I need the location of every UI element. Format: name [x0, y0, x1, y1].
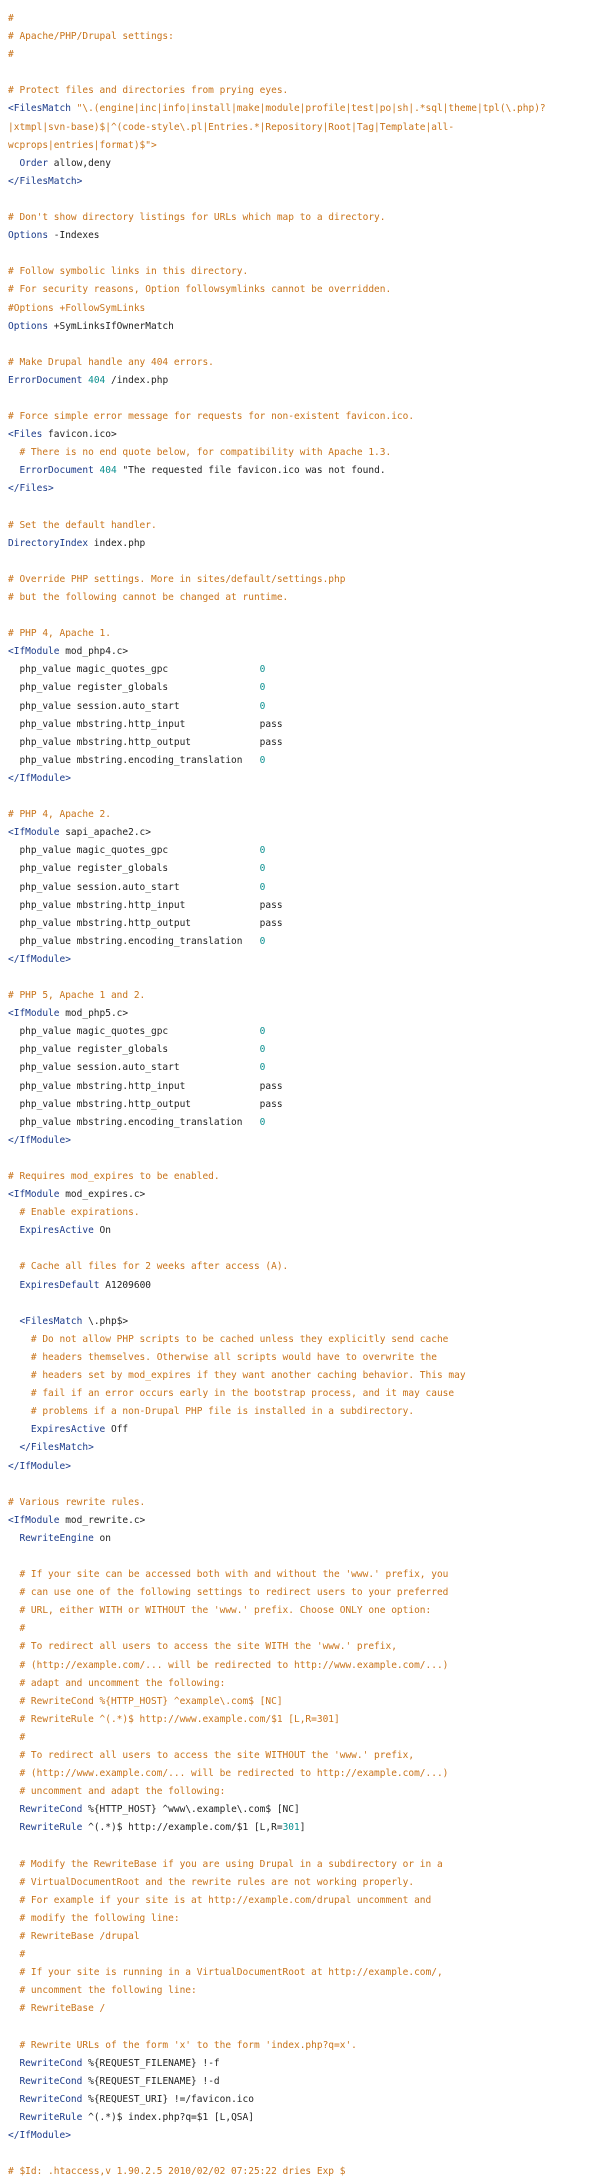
code-comment: # Make Drupal handle any 404 errors. — [8, 356, 214, 368]
code-comment: # PHP 4, Apache 2. — [8, 809, 111, 821]
code-text: php_value mbstring.http_output pass — [8, 736, 283, 748]
code-text: %{REQUEST_FILENAME} !-d — [82, 2075, 220, 2087]
code-directive: Options — [8, 320, 49, 332]
code-tag: </Files> — [8, 483, 54, 495]
code-text: ] — [299, 1822, 306, 1834]
code-comment: # VirtualDocumentRoot and the rewrite rules are not working properly. — [8, 1876, 415, 1888]
code-line — [8, 1494, 600, 1512]
code-line — [8, 28, 600, 46]
code-line — [8, 444, 600, 462]
code-text — [8, 1822, 19, 1833]
code-line — [8, 2018, 600, 2036]
code-line — [8, 318, 600, 336]
code-line — [8, 245, 600, 263]
code-text: php_value register_globals — [8, 682, 260, 694]
code-text: php_value session.auto_start — [8, 1062, 260, 1074]
code-comment: # RewriteBase / — [8, 2003, 106, 2015]
code-comment: # but the following cannot be changed at runtime. — [8, 592, 289, 603]
code-comment: |xtmpl|svn-base)$|^(code-style\.pl|Entries.*|Repository|Root|Tag|Template|all- — [8, 121, 455, 133]
code-comment: # Cache all files for 2 weeks after access (A). — [8, 1261, 289, 1273]
code-directive: Order — [19, 157, 49, 169]
code-text: php_value mbstring.http_output pass — [8, 917, 283, 929]
code-number: 0 — [259, 1116, 266, 1128]
code-line — [8, 1765, 600, 1783]
code-line — [8, 1421, 600, 1439]
code-comment: # — [8, 13, 14, 24]
code-line — [8, 1693, 600, 1711]
code-tag: <FilesMatch — [19, 1315, 83, 1327]
code-text: /index.php — [105, 374, 169, 386]
code-line — [8, 1928, 600, 1946]
code-comment: # Follow symbolic links in this directory. — [8, 266, 249, 278]
code-directive: Options — [8, 230, 49, 242]
code-comment: # uncomment and adapt the following: — [8, 1786, 226, 1798]
code-directive: RewriteRule — [19, 1822, 83, 1834]
code-line — [8, 734, 600, 752]
code-comment: # Force simple error message for requests for non-existent favicon.ico. — [8, 411, 415, 423]
code-line — [8, 191, 600, 209]
code-comment: # PHP 5, Apache 1 and 2. — [8, 990, 146, 1002]
code-number: 0 — [259, 682, 266, 694]
code-comment: # Rewrite URLs of the form 'x' to the form 'index.php?q=x'. — [8, 2039, 357, 2051]
code-line — [8, 10, 600, 28]
code-text — [8, 1316, 19, 1327]
code-text: %{REQUEST_URI} !=/favicon.ico — [82, 2093, 254, 2105]
code-text — [8, 1424, 31, 1435]
code-text: php_value mbstring.http_output pass — [8, 1098, 283, 1110]
code-line — [8, 1837, 600, 1855]
code-comment: # If your site can be accessed both with and without the 'www.' prefix, you — [8, 1569, 449, 1581]
code-text: favicon.ico> — [42, 429, 117, 441]
code-tag: </FilesMatch> — [8, 175, 83, 187]
code-text: sapi_apache2.c> — [59, 827, 151, 839]
code-comment: # problems if a non-Drupal PHP file is installed in a subdirectory. — [8, 1406, 415, 1418]
code-line — [8, 1982, 600, 2000]
code-text: php_value mbstring.encoding_translation — [8, 1116, 260, 1128]
code-line — [8, 897, 600, 915]
code-number: 0 — [259, 1062, 266, 1074]
code-line — [8, 1059, 600, 1077]
code-comment: # Protect files and directories from prying eyes. — [8, 85, 289, 97]
code-line — [8, 1657, 600, 1675]
code-comment: # headers themselves. Otherwise all scripts would have to overwrite the — [8, 1351, 437, 1363]
code-text — [8, 1280, 19, 1291]
code-line — [8, 2127, 600, 2145]
code-line — [8, 155, 600, 173]
code-line — [8, 480, 600, 498]
code-text: mod_rewrite.c> — [59, 1514, 146, 1526]
code-line — [8, 679, 600, 697]
code-text: php_value register_globals — [8, 1044, 260, 1056]
code-text: On — [93, 1225, 111, 1237]
code-comment: # adapt and uncomment the following: — [8, 1677, 226, 1689]
code-line — [8, 209, 600, 227]
code-line — [8, 1367, 600, 1385]
code-line — [8, 607, 600, 625]
code-text: allow,deny — [48, 157, 111, 169]
code-text — [8, 2094, 19, 2105]
code-tag: <Files — [8, 429, 43, 441]
code-comment: # URL, either WITH or WITHOUT the 'www.' prefix. Choose ONLY one option: — [8, 1605, 432, 1617]
code-comment: # can use one of the following settings to redirect users to your preferred — [8, 1587, 449, 1599]
code-line — [8, 1729, 600, 1747]
code-comment: # $Id: .htaccess,v 1.90.2.5 2010/02/02 07:25:22 dries Exp $ — [8, 2166, 346, 2178]
code-text: index.php — [88, 537, 146, 549]
code-line — [8, 408, 600, 426]
code-text — [8, 465, 19, 476]
code-text — [8, 2076, 19, 2087]
code-line — [8, 2055, 600, 2073]
code-directive: RewriteCond — [19, 2057, 83, 2069]
code-number: 0 — [259, 700, 266, 712]
code-line — [8, 1096, 600, 1114]
code-line — [8, 1023, 600, 1041]
code-line — [8, 300, 600, 318]
code-line — [8, 263, 600, 281]
code-line — [8, 100, 600, 118]
code-comment: # uncomment the following line: — [8, 1985, 197, 1997]
code-line — [8, 1964, 600, 1982]
code-tag: <IfModule — [8, 827, 60, 839]
code-comment: # — [8, 1731, 26, 1743]
code-number: 404 — [88, 374, 106, 386]
code-line — [8, 46, 600, 64]
code-text: ^(.*)$ http://example.com/$1 [L,R= — [82, 1822, 283, 1834]
code-line — [8, 1439, 600, 1457]
code-line — [8, 1403, 600, 1421]
code-comment: # Apache/PHP/Drupal settings: — [8, 31, 174, 43]
code-comment: # — [8, 49, 14, 61]
code-line — [8, 535, 600, 553]
code-line — [8, 969, 600, 987]
code-text — [8, 1442, 19, 1453]
code-directive: DirectoryIndex — [8, 537, 89, 549]
code-tag: </FilesMatch> — [19, 1442, 94, 1454]
code-directive: RewriteCond — [19, 2075, 83, 2087]
code-line — [8, 879, 600, 897]
code-directive: ErrorDocument — [19, 465, 94, 477]
code-text: Off — [105, 1424, 129, 1436]
code-line — [8, 860, 600, 878]
code-text: php_value session.auto_start — [8, 700, 260, 712]
code-comment: # To redirect all users to access the site WITH the 'www.' prefix, — [8, 1641, 397, 1653]
code-number: 0 — [259, 754, 266, 766]
code-comment: # There is no end quote below, for compatibility with Apache 1.3. — [8, 447, 392, 459]
code-text: mod_php4.c> — [59, 646, 129, 658]
code-tag: <IfModule — [8, 1189, 60, 1201]
code-line — [8, 64, 600, 82]
code-text: php_value mbstring.encoding_translation — [8, 754, 260, 766]
code-comment: # For security reasons, Option followsymlinks cannot be overridden. — [8, 284, 392, 296]
code-comment: # If your site is running in a VirtualDocumentRoot at http://example.com/, — [8, 1967, 443, 1979]
code-tag: </IfModule> — [8, 953, 71, 965]
code-line — [8, 1747, 600, 1765]
code-comment: # (http://example.com/... will be redirected to http://www.example.com/...) — [8, 1659, 449, 1671]
code-directive: ErrorDocument — [8, 374, 83, 386]
code-comment: # headers set by mod_expires if they want another caching behavior. This may — [8, 1370, 466, 1382]
code-tag: <FilesMatch — [8, 103, 71, 115]
code-line — [8, 752, 600, 770]
code-line — [8, 1114, 600, 1132]
code-text: ^(.*)$ index.php?q=$1 [L,QSA] — [82, 2111, 254, 2123]
code-line — [8, 2109, 600, 2127]
code-comment: "\.(engine|inc|info|install|make|module|profile|test|po|sh|.*sql|theme|tpl(\.php)? — [70, 103, 546, 115]
code-line — [8, 842, 600, 860]
code-line — [8, 372, 600, 390]
code-line — [8, 1566, 600, 1584]
code-line — [8, 227, 600, 245]
code-line — [8, 1349, 600, 1367]
code-number: 301 — [282, 1822, 300, 1834]
code-line — [8, 1801, 600, 1819]
code-number: 0 — [259, 863, 266, 875]
code-text: -Indexes — [48, 230, 100, 242]
code-line — [8, 1313, 600, 1331]
code-number: 0 — [259, 935, 266, 947]
code-text: %{HTTP_HOST} ^www\.example\.com$ [NC] — [82, 1804, 300, 1816]
code-line — [8, 1385, 600, 1403]
code-directive: RewriteRule — [19, 2111, 83, 2123]
code-tag: <IfModule — [8, 1008, 60, 1020]
code-line — [8, 1602, 600, 1620]
code-line — [8, 1277, 600, 1295]
code-line — [8, 987, 600, 1005]
code-number: 404 — [99, 465, 117, 477]
code-tag: <IfModule — [8, 1514, 60, 1526]
code-line — [8, 1222, 600, 1240]
code-number: 0 — [259, 664, 266, 676]
code-line — [8, 625, 600, 643]
code-comment: # Do not allow PHP scripts to be cached unless they explicitly send cache — [8, 1333, 449, 1345]
code-comment: # RewriteCond %{HTTP_HOST} ^example\.com$ [NC] — [8, 1695, 283, 1707]
code-directive: ExpiresActive — [19, 1225, 94, 1237]
code-text — [8, 2058, 19, 2069]
code-line — [8, 1874, 600, 1892]
code-line — [8, 1512, 600, 1530]
code-line — [8, 1620, 600, 1638]
code-comment: # RewriteRule ^(.*)$ http://www.example.com/$1 [L,R=301] — [8, 1713, 340, 1725]
code-line — [8, 1005, 600, 1023]
code-number: 0 — [259, 845, 266, 857]
code-line — [8, 553, 600, 571]
code-line — [8, 1476, 600, 1494]
code-line — [8, 2145, 600, 2163]
code-comment: # Various rewrite rules. — [8, 1496, 146, 1508]
code-line — [8, 1584, 600, 1602]
code-line — [8, 1150, 600, 1168]
code-line — [8, 1204, 600, 1222]
code-text: A1209600 — [99, 1279, 152, 1291]
code-text: php_value magic_quotes_gpc — [8, 664, 260, 676]
code-text: php_value register_globals — [8, 863, 260, 875]
code-directive: ExpiresActive — [30, 1424, 106, 1436]
code-directive: ExpiresDefault — [19, 1279, 100, 1291]
code-text: php_value magic_quotes_gpc — [8, 845, 260, 857]
code-line — [8, 716, 600, 734]
code-comment: # Override PHP settings. More in sites/default/settings.php — [8, 573, 346, 585]
code-text: mod_php5.c> — [59, 1008, 129, 1020]
code-line — [8, 1548, 600, 1566]
code-line — [8, 1675, 600, 1693]
code-line — [8, 788, 600, 806]
code-comment: # Set the default handler. — [8, 519, 157, 531]
code-line — [8, 1892, 600, 1910]
code-line — [8, 1856, 600, 1874]
code-directive: RewriteCond — [19, 2093, 83, 2105]
code-line — [8, 499, 600, 517]
code-directive: RewriteCond — [19, 1804, 83, 1816]
code-tag: </IfModule> — [8, 2129, 71, 2141]
code-comment: # PHP 4, Apache 1. — [8, 628, 111, 640]
code-tag: <IfModule — [8, 646, 60, 658]
code-line — [8, 661, 600, 679]
code-directive: RewriteEngine — [19, 1532, 94, 1544]
code-text: "The requested file favicon.ico was not found. — [116, 465, 386, 477]
code-line — [8, 354, 600, 372]
code-line — [8, 1910, 600, 1928]
code-line — [8, 1711, 600, 1729]
code-line — [8, 1240, 600, 1258]
code-comment: # — [8, 1623, 26, 1635]
code-number: 0 — [259, 1026, 266, 1038]
code-line — [8, 1946, 600, 1964]
code-line — [8, 1331, 600, 1349]
code-text — [8, 1225, 19, 1236]
code-line — [8, 2000, 600, 2018]
code-comment: wcprops|entries|format)$"> — [8, 139, 157, 151]
code-line — [8, 119, 600, 137]
code-tag: </IfModule> — [8, 772, 71, 784]
code-line — [8, 173, 600, 191]
code-line — [8, 933, 600, 951]
code-tag: </IfModule> — [8, 1460, 71, 1472]
code-line — [8, 806, 600, 824]
code-line — [8, 462, 600, 480]
code-line — [8, 1458, 600, 1476]
code-line — [8, 589, 600, 607]
code-line — [8, 824, 600, 842]
code-text: php_value magic_quotes_gpc — [8, 1026, 260, 1038]
code-line — [8, 82, 600, 100]
code-text — [8, 158, 19, 169]
code-text: php_value mbstring.http_input pass — [8, 899, 283, 911]
code-line — [8, 1783, 600, 1801]
code-comment: # Don't show directory listings for URLs which map to a directory. — [8, 212, 386, 224]
code-comment: # fail if an error occurs early in the bootstrap process, and it may cause — [8, 1388, 455, 1400]
code-tag: </IfModule> — [8, 1134, 71, 1146]
code-number: 0 — [259, 1044, 266, 1056]
code-comment: # (http://www.example.com/... will be redirected to http://example.com/...) — [8, 1768, 449, 1780]
code-line — [8, 390, 600, 408]
code-line — [8, 915, 600, 933]
code-line — [8, 643, 600, 661]
code-text: php_value mbstring.http_input pass — [8, 1080, 283, 1092]
code-line — [8, 2037, 600, 2055]
code-line — [8, 1819, 600, 1837]
code-comment: # modify the following line: — [8, 1912, 180, 1924]
code-line — [8, 2091, 600, 2109]
code-comment: # Modify the RewriteBase if you are using Drupal in a subdirectory or in a — [8, 1858, 443, 1870]
code-text — [8, 1533, 19, 1544]
code-line — [8, 1638, 600, 1656]
code-line — [8, 1132, 600, 1150]
code-text: mod_expires.c> — [59, 1189, 146, 1201]
code-line — [8, 1258, 600, 1276]
code-line — [8, 517, 600, 535]
code-line — [8, 281, 600, 299]
code-text — [8, 2112, 19, 2123]
code-text: php_value mbstring.http_input pass — [8, 718, 283, 730]
code-line — [8, 426, 600, 444]
code-line — [8, 1168, 600, 1186]
code-comment: # Enable expirations. — [8, 1207, 140, 1219]
code-comment: # — [8, 1949, 26, 1961]
code-comment: # For example if your site is at http://example.com/drupal uncomment and — [8, 1894, 432, 1906]
code-line — [8, 137, 600, 155]
code-text: php_value session.auto_start — [8, 881, 260, 893]
code-line — [8, 1078, 600, 1096]
code-line — [8, 1186, 600, 1204]
code-text: on — [93, 1532, 111, 1544]
code-line — [8, 951, 600, 969]
code-comment: # To redirect all users to access the site WITHOUT the 'www.' prefix, — [8, 1750, 415, 1761]
code-line — [8, 1530, 600, 1548]
code-comment: #Options +FollowSymLinks — [8, 302, 146, 314]
code-text: +SymLinksIfOwnerMatch — [48, 320, 174, 332]
code-line — [8, 698, 600, 716]
code-text: php_value mbstring.encoding_translation — [8, 935, 260, 947]
code-line — [8, 336, 600, 354]
code-text: %{REQUEST_FILENAME} !-f — [82, 2057, 220, 2069]
code-line — [8, 1041, 600, 1059]
code-text — [8, 1804, 19, 1815]
code-comment: # RewriteBase /drupal — [8, 1930, 140, 1942]
code-line — [8, 1295, 600, 1313]
code-text: \.php$> — [82, 1315, 129, 1327]
code-number: 0 — [259, 881, 266, 893]
code-line — [8, 2163, 600, 2181]
code-line — [8, 2073, 600, 2091]
code-line — [8, 770, 600, 788]
code-comment: # Requires mod_expires to be enabled. — [8, 1171, 220, 1182]
code-line — [8, 571, 600, 589]
